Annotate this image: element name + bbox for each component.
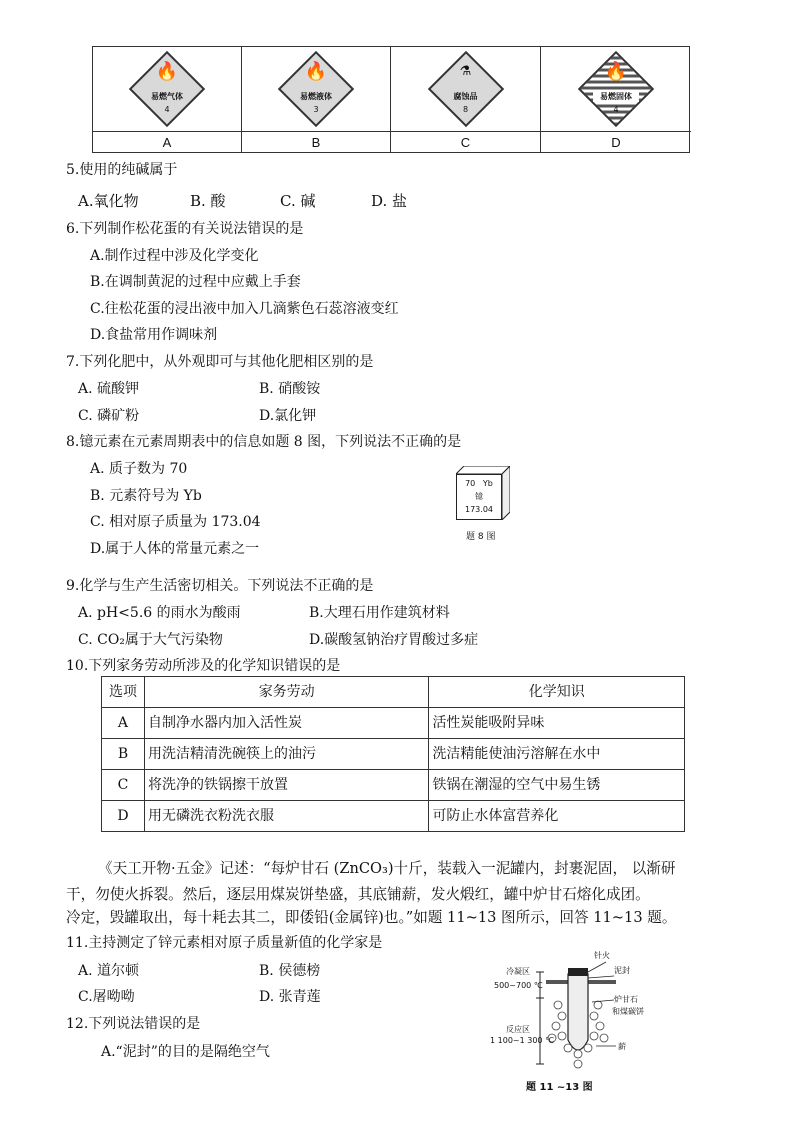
q9-stem: 9.化学与生产生活密切相关。下列说法不正确的是 <box>66 578 374 594</box>
q11-option-d: D. 张青莲 <box>259 989 321 1005</box>
passage-line-2: 干，勿使火拆裂。然后，逐层用煤炭饼垫盛，其底铺薪，发火煅红，罐中炉甘石熔化成团。 <box>66 886 650 903</box>
sign-c-text: 腐蚀品 <box>453 92 478 101</box>
table-row <box>102 708 685 739</box>
table-cell: 用洗洁精清洗碗筷上的油污 <box>144 739 428 770</box>
q7-option-a: A. 硫酸钾 <box>78 381 140 397</box>
table-cell: 用无磷洗衣粉洗衣服 <box>144 801 428 832</box>
q8-option-d: D.属于人体的常量元素之一 <box>90 541 260 557</box>
q12-option-a: A.“泥封”的目的是隔绝空气 <box>101 1044 270 1060</box>
passage-line-3: 冷定，毁罐取出，每十耗去其二，即倭铅(金属锌)也。”如题 11~13 图所示，回答 11~13 题。 <box>66 909 677 926</box>
element-name: 镱 <box>475 492 483 501</box>
table-row <box>102 739 685 770</box>
sign-d-label: D <box>541 131 691 153</box>
figure-caption: 题 11 ~13 图 <box>526 1082 593 1093</box>
fig-label-condense-temp: 500~700 ℃ <box>494 981 543 990</box>
fig-label-seal: 泥封 <box>614 966 630 975</box>
q9-option-b: B.大理石用作建筑材料 <box>309 605 450 621</box>
q5-option-c: C. 碱 <box>280 192 316 210</box>
table-cell: D <box>102 801 145 832</box>
fig-label-react-temp: 1 100~1 300 ℃ <box>490 1036 555 1045</box>
q9-option-a: A. pH<5.6 的雨水为酸雨 <box>78 605 241 621</box>
sign-d-num: 4 <box>613 105 619 114</box>
table-cell: 可防止水体富营养化 <box>429 801 685 832</box>
sign-c-num: 8 <box>462 105 469 114</box>
table-row <box>102 770 685 801</box>
table-cell: 活性炭能吸附异味 <box>429 708 685 739</box>
q11-option-b: B. 侯德榜 <box>259 963 321 979</box>
sign-b-num: 3 <box>313 105 319 114</box>
table-header-cell: 家务劳动 <box>144 677 428 708</box>
q5-option-a: A.氧化物 <box>78 192 139 210</box>
q10-stem: 10.下列家务劳动所涉及的化学知识错误的是 <box>66 658 341 674</box>
fig-label-ore: 炉甘石 <box>614 995 638 1004</box>
q8-option-a: A. 质子数为 70 <box>90 461 188 477</box>
table-header-cell: 化学知识 <box>429 677 685 708</box>
element-card <box>456 466 510 520</box>
q8-caption: 题 8 图 <box>466 532 496 542</box>
q7-option-c: C. 磷矿粉 <box>78 408 140 424</box>
table-cell: 自制净水器内加入活性炭 <box>144 708 428 739</box>
table-header-cell: 选项 <box>102 677 145 708</box>
flame-icon: 🔥 <box>604 61 628 82</box>
fig-label-condense: 冷凝区 <box>506 967 530 976</box>
q9-option-d: D.碳酸氢钠治疗胃酸过多症 <box>309 632 479 648</box>
table-cell: C <box>102 770 145 801</box>
q11-option-a: A. 道尔顿 <box>78 963 140 979</box>
sign-d-text: 易燃固体 <box>593 91 639 102</box>
sign-a-label: A <box>93 131 242 153</box>
table-header-row <box>102 677 685 708</box>
element-symbol: Yb <box>482 479 493 488</box>
q7-option-b: B. 硝酸铵 <box>259 381 321 397</box>
fig-label-react: 反应区 <box>506 1025 530 1034</box>
fig-label-coal: 和煤碳饼 <box>612 1007 644 1016</box>
sign-b <box>242 47 391 131</box>
passage-line-1: 《天工开物·五金》记述：“每炉甘石 (ZnCO₃)十斤，装载入一泥罐内，封裹泥固， 以渐研 <box>98 860 676 877</box>
table-cell: 洗洁精能使油污溶解在水中 <box>429 739 685 770</box>
sign-c <box>391 47 541 131</box>
q7-option-d: D.氯化钾 <box>259 408 317 424</box>
sign-a-num: 4 <box>164 105 170 114</box>
sign-c-label: C <box>391 131 541 153</box>
sign-b-label: B <box>242 131 391 153</box>
element-card-side <box>502 466 510 520</box>
q5-option-d: D. 盐 <box>371 192 408 210</box>
q5-option-b: B. 酸 <box>190 192 226 210</box>
q6-option-d: D.食盐常用作调味剂 <box>90 327 218 343</box>
table-cell: 将洗净的铁锅擦干放置 <box>144 770 428 801</box>
q11-option-c: C.屠呦呦 <box>78 989 135 1005</box>
q8-option-c: C. 相对原子质量为 173.04 <box>90 514 261 530</box>
q11-stem: 11.主持测定了锌元素相对原子质量新值的化学家是 <box>66 935 383 951</box>
q8-stem: 8.镱元素在元素周期表中的信息如题 8 图，下列说法不正确的是 <box>66 434 462 450</box>
element-number: 70 <box>465 479 476 488</box>
q6-option-b: B.在调制黄泥的过程中应戴上手套 <box>90 274 301 290</box>
q6-option-a: A.制作过程中涉及化学变化 <box>90 248 259 264</box>
sign-a-text: 易燃气体 <box>151 92 183 101</box>
element-card-front <box>456 474 502 520</box>
flame-icon: 🔥 <box>155 61 179 82</box>
q6-option-c: C.往松花蛋的浸出液中加入几滴紫色石蕊溶液变红 <box>90 301 399 317</box>
element-mass: 173.04 <box>465 505 493 514</box>
q8-option-b: B. 元素符号为 Yb <box>90 488 202 504</box>
q9-option-c: C. CO₂属于大气污染物 <box>78 632 223 648</box>
hazard-sign-table <box>92 46 690 153</box>
q10-table <box>101 676 685 832</box>
sign-d <box>541 47 691 131</box>
fig-label-wood: 薪 <box>618 1042 626 1051</box>
table-cell: B <box>102 739 145 770</box>
q5-stem: 5.使用的纯碱属于 <box>66 162 178 178</box>
sign-a <box>93 47 242 131</box>
table-cell: 铁锅在潮湿的空气中易生锈 <box>429 770 685 801</box>
q12-stem: 12.下列说法错误的是 <box>66 1016 201 1032</box>
fig-label-needle: 针火 <box>594 951 610 960</box>
table-cell: A <box>102 708 145 739</box>
sign-b-text: 易燃液体 <box>300 92 332 101</box>
q6-stem: 6.下列制作松花蛋的有关说法错误的是 <box>66 221 304 237</box>
q7-stem: 7.下列化肥中，从外观即可与其他化肥相区别的是 <box>66 354 374 370</box>
table-row <box>102 801 685 832</box>
flame-icon: 🔥 <box>304 61 328 82</box>
corrosion-icon: ⚗ <box>459 64 472 79</box>
